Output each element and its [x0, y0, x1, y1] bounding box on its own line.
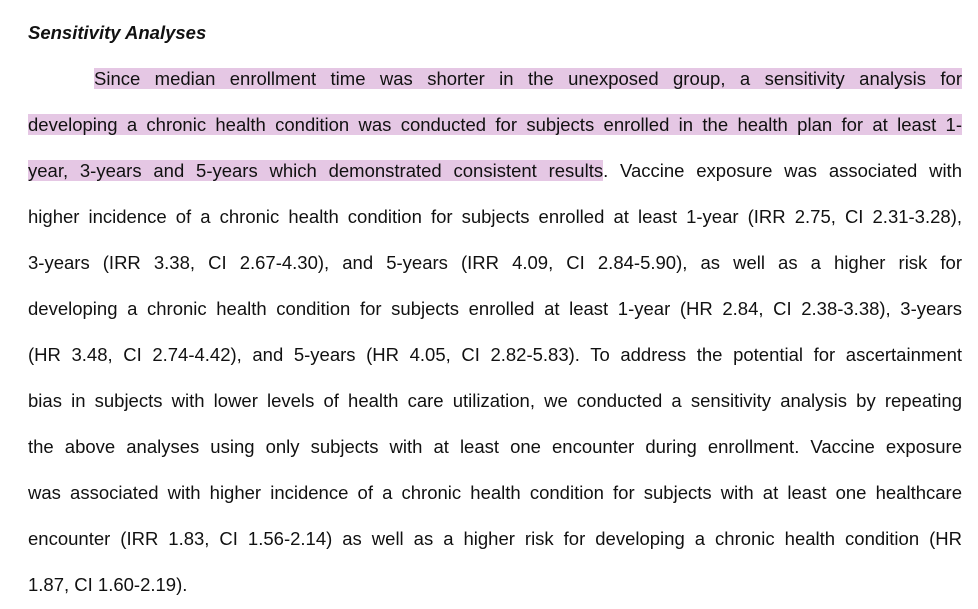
- paragraph-line-12: [28, 573, 962, 597]
- paragraph-line-6: [28, 297, 962, 321]
- plain-text: (HR 3.48, CI 2.74-4.42), and 5-years (HR 4.05, CI 2.82-5.83). To address the potential for ascertainment: [28, 344, 962, 365]
- highlighted-text: year, 3-years and 5-years which demonstrated consistent results: [28, 160, 604, 181]
- paragraph-line-8: [28, 389, 962, 413]
- highlighted-text: developing a chronic health condition was conducted for subjects enrolled in the health plan for at least 1-: [28, 114, 962, 135]
- plain-text: developing a chronic health condition for subjects enrolled at least 1-year (HR 2.84, CI 2.38-3.38), 3-years: [28, 298, 962, 319]
- paragraph-line-1: [94, 67, 962, 91]
- paragraph-line-10: [28, 481, 962, 505]
- plain-text: bias in subjects with lower levels of health care utilization, we conducted a sensitivity analysis by repeating: [28, 390, 962, 411]
- paragraph-line-2: [28, 113, 962, 137]
- plain-text: the above analyses using only subjects with at least one encounter during enrollment. Vaccine exposure: [28, 436, 962, 457]
- plain-text: . Vaccine exposure was associated with: [603, 160, 962, 181]
- paragraph-line-4: [28, 205, 962, 229]
- paragraph-line-9: [28, 435, 962, 459]
- plain-text: 3-years (IRR 3.38, CI 2.67-4.30), and 5-years (IRR 4.09, CI 2.84-5.90), as well as a higher risk for: [28, 252, 962, 273]
- plain-text: encounter (IRR 1.83, CI 1.56-2.14) as well as a higher risk for developing a chronic health condition (HR: [28, 528, 962, 549]
- section-heading: Sensitivity Analyses: [28, 22, 207, 43]
- highlighted-text: Since median enrollment time was shorter in the unexposed group, a sensitivity analysis for: [94, 68, 962, 89]
- paragraph-line-11: [28, 527, 962, 551]
- paragraph-line-5: [28, 251, 962, 275]
- plain-text: 1.87, CI 1.60-2.19).: [28, 574, 188, 595]
- plain-text: was associated with higher incidence of a chronic health condition for subjects with at least one healthcare: [28, 482, 962, 503]
- paragraph-line-7: [28, 343, 962, 367]
- paragraph-line-3: [28, 159, 962, 183]
- plain-text: higher incidence of a chronic health condition for subjects enrolled at least 1-year (IRR 2.75, CI 2.31-3.28),: [28, 206, 962, 227]
